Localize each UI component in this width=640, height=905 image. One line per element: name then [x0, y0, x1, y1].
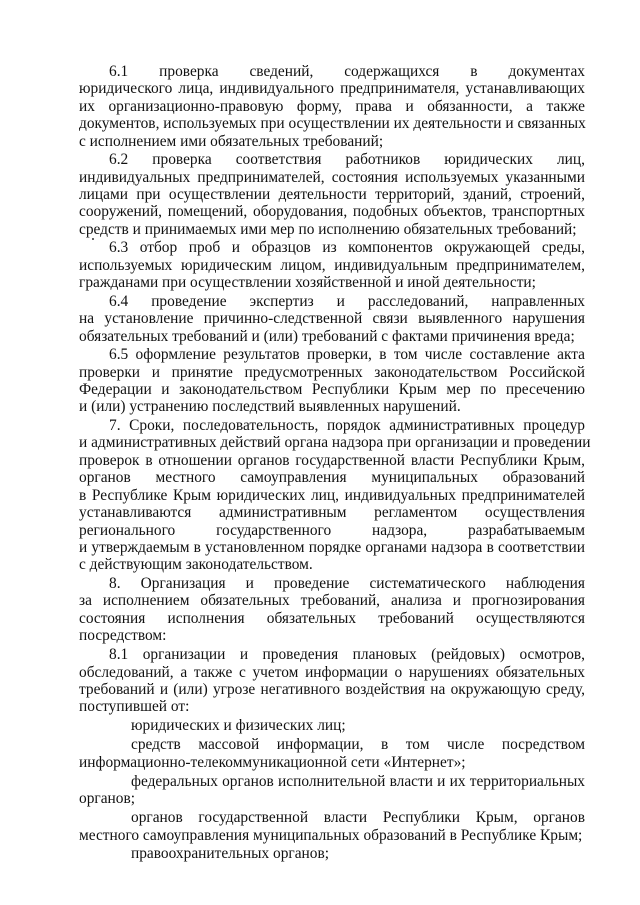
text-line: состояния исполнения обязательных требований осуществляются — [79, 609, 585, 627]
text-line: обследований, а также с учетом информации о нарушениях обязательных — [79, 663, 585, 681]
text-line: информационно-телекоммуникационной сети «Интернет»; — [79, 753, 466, 771]
text-line: обязательных требований и (или) требований с фактами причинения вреда; — [79, 327, 575, 345]
text-line: правоохранительных органов; — [131, 845, 330, 863]
text-line: используемых юридическим лицом, индивидуальным предпринимателем, — [79, 256, 585, 274]
text-line: устанавливаются административным регламентом осуществления — [79, 504, 585, 522]
text-line: 7. Сроки, последовательность, порядок административных процедур — [109, 417, 585, 435]
text-line: проверки и принятие предусмотренных законодательством Российской — [79, 363, 585, 381]
text-line: органов; — [79, 790, 136, 808]
text-line: 6.2 проверка соответствия работников юридических лиц, — [109, 151, 585, 169]
text-line: документов, используемых при осуществлении их деятельности и связанных — [79, 115, 586, 133]
document-body — [79, 63, 591, 863]
list-item-source — [79, 773, 585, 808]
text-line: с исполнением ими обязательных требований; — [79, 132, 384, 150]
text-line: с действующим законодательством. — [79, 556, 313, 574]
text-line: гражданами при осуществлении хозяйственной и иной деятельности; — [79, 274, 536, 292]
text-line: федеральных органов исполнительной власти и их территориальных — [131, 772, 585, 790]
text-line: их организационно-правовую форму, права и обязанности, а также — [79, 97, 585, 115]
text-line: средств массовой информации, в том числе посредством — [131, 736, 585, 754]
paragraph-7 — [79, 417, 591, 574]
text-line: 6.1 проверка сведений, содержащихся в документах — [109, 63, 585, 80]
text-line: и (или) устранению последствий выявленных нарушений. — [79, 398, 461, 416]
text-line: органов местного самоуправления муниципальных образований — [79, 469, 585, 487]
text-line: юридического лица, индивидуального предпринимателя, устанавливающих — [79, 80, 585, 98]
text-line: 6.3 отбор проб и образцов из компонентов окружающей среды, — [109, 239, 585, 257]
text-line: и утверждаемым в установленном порядке органами надзора в соответствии — [79, 538, 585, 556]
paragraph-6-3 — [79, 239, 585, 291]
text-line: 8. Организация и проведение систематического наблюдения — [109, 574, 585, 592]
text-line: за исполнением обязательных требований, анализа и прогнозирования — [79, 592, 585, 610]
paragraph-6-4 — [79, 293, 585, 345]
text-line: требований и (или) угрозе негативного воздействия на окружающую среду, — [79, 680, 585, 698]
text-line: Федерации и законодательством Республики Крым мер по пресечению — [79, 381, 585, 399]
paragraph-6-5 — [79, 346, 585, 416]
text-line: органов государственной власти Республики Крым, органов — [131, 809, 585, 827]
text-line: поступившей от: — [79, 698, 190, 716]
text-line: посредством: — [79, 627, 167, 645]
list-item-source — [79, 736, 585, 771]
text-line: юридических и физических лиц; — [131, 717, 346, 735]
text-line: 8.1 организации и проведения плановых (рейдовых) осмотров, — [109, 646, 585, 664]
list-item-source — [79, 717, 585, 734]
list-item-source — [79, 845, 585, 862]
text-line: и административных действий органа надзора при организации и проведении — [79, 434, 591, 452]
paragraph-6-2 — [79, 151, 585, 238]
text-line: в Республике Крым юридических лиц, индивидуальных предпринимателей — [79, 486, 585, 504]
text-line: местного самоуправления муниципальных образований в Республике Крым; — [79, 826, 583, 844]
paragraph-8 — [79, 575, 585, 645]
paragraph-8-1 — [79, 646, 585, 716]
text-line: 6.4 проведение экспертиз и расследований, направленных — [109, 292, 585, 310]
text-line: индивидуальных предпринимателей, состояния используемых указанными — [79, 168, 585, 186]
text-line: на установление причинно-следственной связи выявленного нарушения — [79, 310, 585, 328]
list-item-source — [79, 809, 585, 844]
text-line: 6.5 оформление результатов проверки, в том числе составление акта — [109, 346, 585, 364]
text-line: лицами при осуществлении деятельности территорий, зданий, строений, — [79, 186, 585, 204]
paragraph-6-1 — [79, 63, 585, 150]
text-line: сооружений, помещений, оборудования, подобных объектов, транспортных — [79, 203, 585, 221]
text-line: регионального государственного надзора, разрабатываемым — [79, 521, 585, 539]
text-line: проверок в отношении органов государственной власти Республики Крым, — [79, 451, 585, 469]
text-line: средств и принимаемых ими мер по исполнению обязательных требований; — [79, 220, 577, 238]
